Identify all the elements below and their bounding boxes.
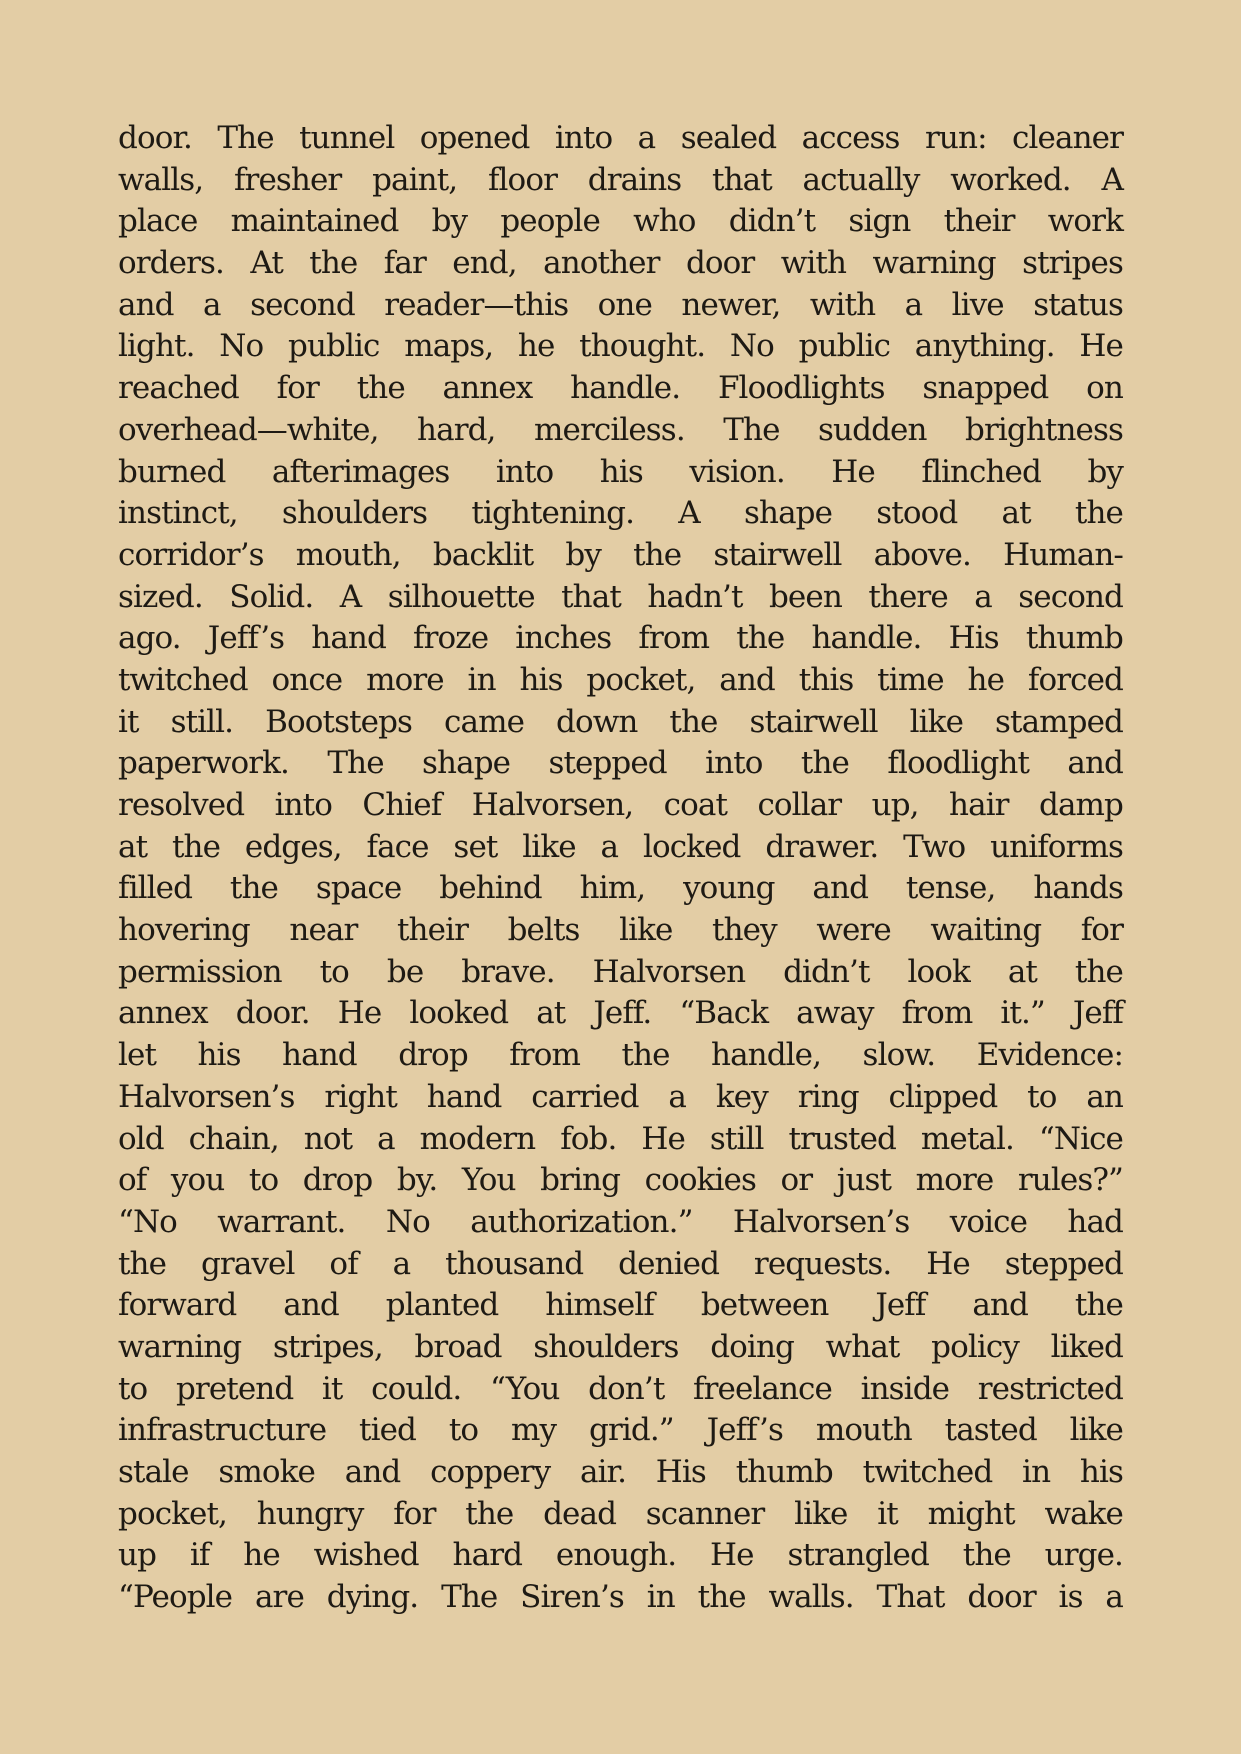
text-line: old chain, not a modern fob. He still trusted metal. “Nice bbox=[118, 1120, 1123, 1157]
text-line: ago. Jeff’s hand froze inches from the handle. His thumb bbox=[118, 620, 1123, 657]
text-line: filled the space behind him, young and tense, hands bbox=[118, 870, 1123, 907]
text-line: it still. Bootsteps came down the stairwell like stamped bbox=[118, 703, 1123, 740]
text-line: reached for the annex handle. Floodlights snapped on bbox=[118, 370, 1123, 407]
text-line: permission to be brave. Halvorsen didn’t look at the bbox=[118, 953, 1123, 990]
text-line: let his hand drop from the handle, slow. Evidence: bbox=[118, 1037, 1123, 1074]
text-line: orders. At the far end, another door with warning stripes bbox=[118, 245, 1123, 282]
text-line: “People are dying. The Siren’s in the walls. That door is a bbox=[118, 1579, 1123, 1616]
text-line: “No warrant. No authorization.” Halvorsen’s voice had bbox=[118, 1203, 1123, 1240]
text-line: twitched once more in his pocket, and this time he forced bbox=[118, 661, 1123, 698]
text-line: hovering near their belts like they were waiting for bbox=[118, 912, 1123, 949]
text-line: door. The tunnel opened into a sealed access run: cleaner bbox=[118, 120, 1123, 156]
text-line: at the edges, face set like a locked drawer. Two uniforms bbox=[118, 828, 1123, 865]
document-page bbox=[118, 118, 1123, 1619]
text-line: overhead—white, hard, merciless. The sudden brightness bbox=[118, 411, 1123, 448]
text-line: the gravel of a thousand denied requests. He stepped bbox=[118, 1245, 1123, 1282]
text-line: sized. Solid. A silhouette that hadn’t been there a second bbox=[118, 578, 1123, 615]
text-line: place maintained by people who didn’t sign their work bbox=[118, 203, 1123, 240]
text-line: paperwork. The shape stepped into the floodlight and bbox=[118, 745, 1123, 782]
text-line: of you to drop by. You bring cookies or just more rules?” bbox=[118, 1162, 1123, 1199]
text-line: annex door. He looked at Jeff. “Back away from it.” Jeff bbox=[118, 995, 1123, 1032]
text-line: instinct, shoulders tightening. A shape stood at the bbox=[118, 495, 1123, 532]
text-line: pocket, hungry for the dead scanner like it might wake bbox=[118, 1495, 1123, 1532]
text-line: to pretend it could. “You don’t freelance inside restricted bbox=[118, 1370, 1123, 1407]
text-line: and a second reader—this one newer, with a live status bbox=[118, 286, 1123, 323]
text-line: light. No public maps, he thought. No public anything. He bbox=[118, 328, 1123, 365]
text-line: up if he wished hard enough. He strangled the urge. bbox=[118, 1537, 1123, 1574]
text-line: burned afterimages into his vision. He flinched by bbox=[118, 453, 1123, 490]
text-line: warning stripes, broad shoulders doing what policy liked bbox=[118, 1328, 1123, 1365]
text-line: Halvorsen’s right hand carried a key ring clipped to an bbox=[118, 1078, 1123, 1115]
text-line: resolved into Chief Halvorsen, coat collar up, hair damp bbox=[118, 787, 1123, 823]
text-line: corridor’s mouth, backlit by the stairwell above. Human- bbox=[118, 536, 1123, 573]
text-line: stale smoke and coppery air. His thumb twitched in his bbox=[118, 1454, 1123, 1490]
text-line: walls, fresher paint, floor drains that actually worked. A bbox=[118, 161, 1123, 198]
body-text bbox=[118, 118, 1123, 1619]
text-line: forward and planted himself between Jeff and the bbox=[118, 1287, 1123, 1324]
text-line: infrastructure tied to my grid.” Jeff’s mouth tasted like bbox=[118, 1412, 1123, 1449]
